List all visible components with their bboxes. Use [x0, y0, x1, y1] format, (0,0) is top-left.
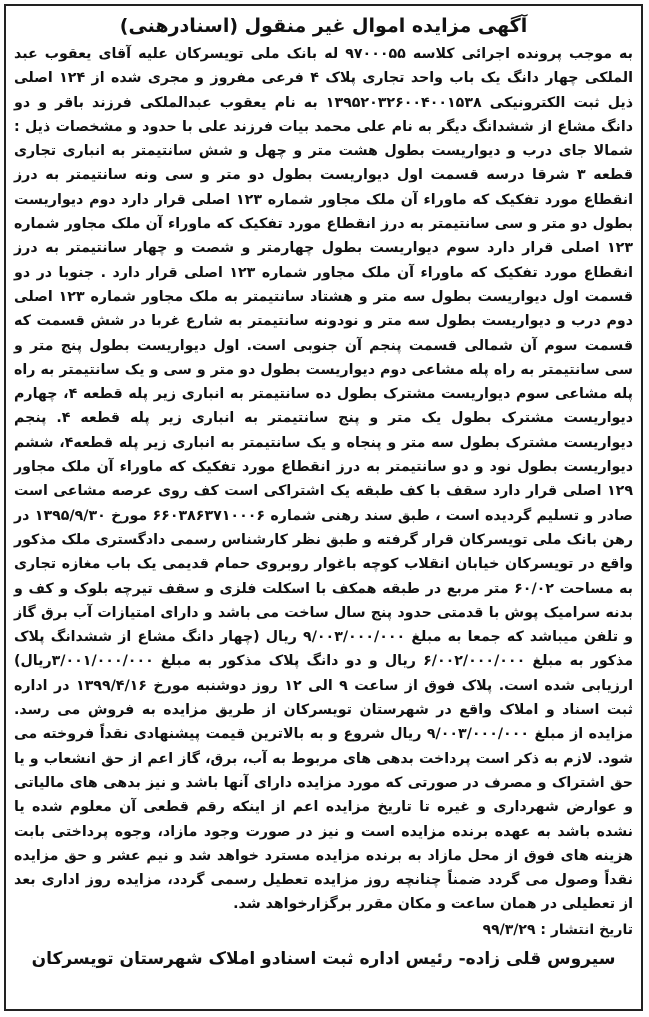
notice-body: به موجب پرونده اجرائی کلاسه ۹۷۰۰۰۵۵ له بانک ملی تویسرکان علیه آقای یعقوب عبد الملکی چهار دانگ یک باب واحد تجاری پلاک ۴ فرعی مفروز و مجری شده از ۱۲۴ اصلی ذیل ثبت الکترونیکی ۱۳۹۵۲۰۳۲۶۰۰۴۰۰۱۵۳۸ به نام یعقوب عبدالملکی فرزند باقر و دو دانگ مشاع از ششدانگ دیگر به نام علی محمد بیات فرزند علی با حدود و مشخصات ذیل : شمالا جای درب و دیواریست بطول هشت متر و چهل و شش سانتیمتر به انباری تجاری قطعه ۳ شرقا درسه قسمت اول دیواریست بطول دو متر و سی ونه سانتیمتر به درز انقطاع مورد تفکیک که ماوراء آن ملک مجاور شماره ۱۲۳ اصلی قرار دارد دوم دیواریست بطول دو متر و سی سانتیمتر به درز انقطاع مورد تفکیک که ماوراء آن ملک مجاور شماره ۱۲۳ اصلی قرار دارد سوم دیواریست بطول چهارمتر و شصت و چهار سانتیمتر به درز انقطاع مورد تفکیک که ماوراء آن ملک مجاور شماره ۱۲۳ اصلی قرار دارد . جنوبا در دو قسمت اول دیواریست بطول سه متر و هشتاد سانتیمتر به ملک مجاور شماره ۱۲۳ اصلی دوم درب و دیواریست بطول سه متر و نودونه سانتیمتر به شارع غربا در شش قسمت که قسمت سوم آن شمالی قسمت پنجم آن جنوبی است. اول دیواریست بطول پنج متر و سی سانتیمتر به راه پله مشاعی دوم دیواریست بطول دو متر و سی و یک سانتیمتر به راه پله مشاعی سوم دیواریست مشترک بطول ده سانتیمتر به انباری زیر پله قطعه ۴، چهارم دیواریست مشترک بطول یک متر و پنج سانتیمتر به انباری زیر پله قطعه ۴. پنجم دیواریست مشترک بطول سه متر و پنجاه و یک سانتیمتر به انباری زیر پله قطعه۴، ششم دیواریست بطول نود و دو سانتیمتر به درز انقطاع مورد تفکیک که ماوراء آن ملک مجاور ۱۲۹ اصلی قرار دارد سقف با کف طبقه یک اشتراکی است کف روی عرصه مشاعی است صادر و تسلیم گردیده است ، طبق سند رهنی شماره ۶۶۰۳۸۶۳۷۱۰۰۰۶ مورخ ۱۳۹۵/۹/۳۰ در رهن بانک ملی تویسرکان قرار گرفته و طبق نظر کارشناس رسمی دادگستری ملک مذکور واقع در تویسرکان خیابان انقلاب کوچه باغوار روبروی حمام قدیمی یک باب مغازه تجاری به مساحت ۶۰/۰۲ متر مربع در طبقه همکف با اسکلت فلزی و سقف تیرچه بلوک و کف و بدنه سرامیک پوش با قدمتی حدود پنج سال ساخت می باشد و دارای امتیازات آب برق گاز و تلفن میباشد که جمعا به مبلغ ۹/۰۰۳/۰۰۰/۰۰۰ ریال (چهار دانگ مشاع از ششدانگ پلاک مذکور به مبلغ ۶/۰۰۲/۰۰۰/۰۰۰ ریال و دو دانگ پلاک مذکور به مبلغ ۳/۰۰۱/۰۰۰/۰۰۰ریال) ارزیابی شده است. پلاک فوق از ساعت ۹ الی ۱۲ روز دوشنبه مورخ ۱۳۹۹/۴/۱۶ در اداره ثبت اسناد و املاک واقع در شهرستان تویسرکان از طریق مزایده به فروش می رسد. مزایده از مبلغ ۹/۰۰۳/۰۰۰/۰۰۰ ریال شروع و به بالاترین قیمت پیشنهادی نقداً فروخته می شود. لازم به ذکر است پرداخت بدهی های مربوط به آب، برق، گاز اعم از حق انشعاب و یا حق اشتراک و مصرف در صورتی که مورد مزایده دارای آنها باشد و نیز بدهی های مالیاتی و عوارض شهرداری و غیره تا تاریخ مزایده اعم از اینکه رقم قطعی آن معلوم شده یا نشده باشد به عهده برنده مزایده است و نیز در صورت وجود مازاد، وجوه پرداختی بابت هزینه های فوق از محل مازاد به برنده مزایده مسترد خواهد شد و نیم عشر و حق مزایده نقداً وصول می گردد ضمناً چنانچه روز مزایده تعطیل رسمی گردد، مزایده روز اداری بعد از تعطیلی در همان ساعت و مکان مقرر برگزارخواهد شد. — [14, 46, 634, 913]
publish-date: ۹۹/۳/۲۹ — [482, 921, 536, 938]
publish-date-label: تاریخ انتشار : — [540, 921, 633, 938]
publish-date-line — [14, 919, 633, 941]
notice-content — [14, 12, 633, 1003]
notice-frame — [4, 4, 643, 1011]
notice-title: آگهی مزایده اموال غیر منقول (اسنادرهنی) — [119, 15, 528, 37]
notice-signature: سیروس قلی زاده- رئیس اداره ثبت اسنادو املاک شهرستان تویسرکان — [31, 948, 616, 969]
